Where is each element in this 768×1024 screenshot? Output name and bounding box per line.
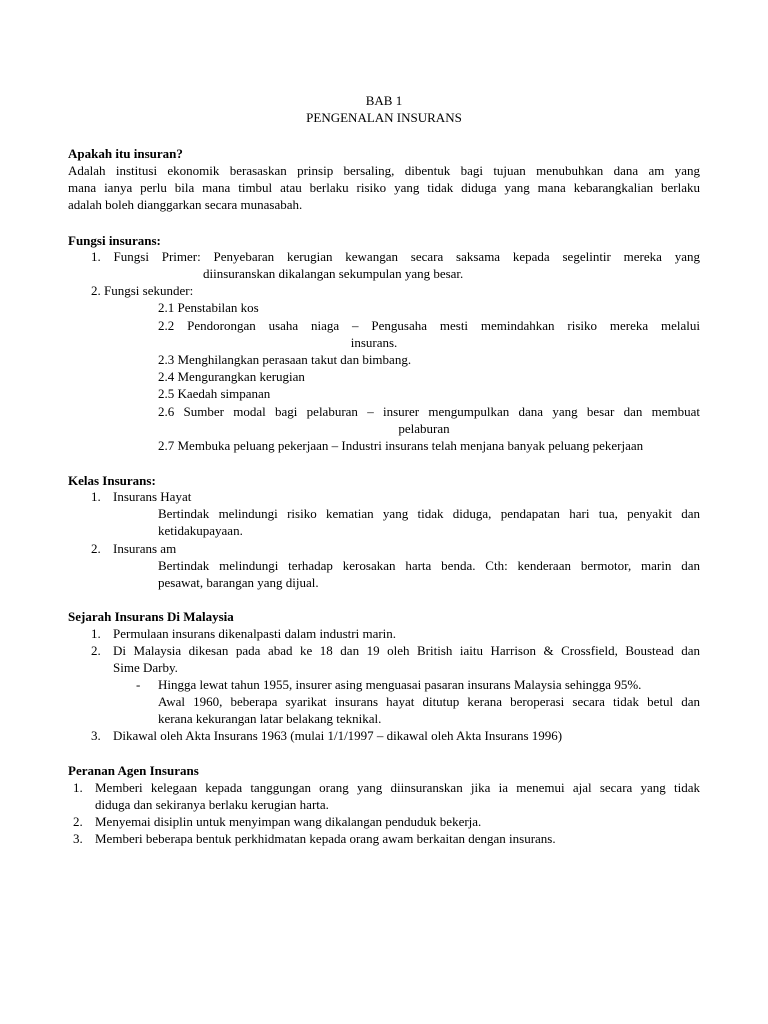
list-item: Memberi beberapa bentuk perkhidmatan kepada orang awam berkaitan dengan insurans.	[95, 831, 556, 846]
list-item-description: ketidakupayaan.	[158, 523, 243, 538]
chapter-title: PENGENALAN INSURANS	[306, 110, 462, 125]
bullet-item: kerana kekurangan latar belakang teknikal.	[158, 711, 382, 726]
sub-list-item: 2.3 Menghilangkan perasaan takut dan bimbang.	[158, 352, 412, 367]
list-item: Dikawal oleh Akta Insurans 1963 (mulai 1/1/1997 – dikawal oleh Akta Insurans 1996)	[113, 728, 563, 743]
sub-list-item-continuation: insurans.	[350, 335, 398, 350]
list-item-description: Bertindak melindungi terhadap kerosakan harta benda. Cth: kenderaan bermotor, marin dan	[158, 558, 700, 573]
bullet-dash: -	[136, 677, 141, 692]
sub-list-item: 2.4 Mengurangkan kerugian	[158, 369, 305, 384]
section-heading-sejarah: Sejarah Insurans Di Malaysia	[68, 609, 234, 624]
list-number: 2.	[73, 814, 83, 829]
list-item-continuation: diduga dan sekiranya berlaku kerugian harta.	[95, 797, 329, 812]
sub-list-item: 2.1 Penstabilan kos	[158, 300, 259, 315]
sub-list-item: 2.2 Pendorongan usaha niaga – Pengusaha mesti memindahkan risiko mereka melalui	[158, 318, 700, 333]
list-number: 1.	[91, 489, 101, 504]
section-heading-peranan: Peranan Agen Insurans	[68, 763, 199, 778]
paragraph-line: mana ianya perlu bila mana timbul atau berlaku risiko yang tidak diduga yang mana kebarangkalian berlaku	[68, 180, 700, 195]
list-number: 3.	[73, 831, 83, 846]
sub-list-item-continuation: pelaburan	[398, 421, 450, 436]
section-heading-apakah: Apakah itu insuran?	[68, 146, 183, 161]
paragraph-line: Adalah institusi ekonomik berasaskan prinsip bersaling, dibentuk bagi tujuan menubuhkan dana am yang	[68, 163, 700, 178]
list-number: 1.	[73, 780, 83, 795]
list-item: 2. Fungsi sekunder:	[91, 283, 194, 298]
list-item-continuation: diinsuranskan dikalangan sekumpulan yang besar.	[203, 266, 464, 281]
list-item-description: pesawat, barangan yang dijual.	[158, 575, 319, 590]
list-item: Permulaan insurans dikenalpasti dalam industri marin.	[113, 626, 397, 641]
list-item: Insurans Hayat	[113, 489, 192, 504]
list-number: 1.	[91, 626, 101, 641]
bullet-item: Hingga lewat tahun 1955, insurer asing menguasai pasaran insurans Malaysia sehingga 95%.	[158, 677, 642, 692]
list-number: 2.	[91, 541, 101, 556]
chapter-number: BAB 1	[365, 93, 403, 108]
sub-list-item: 2.5 Kaedah simpanan	[158, 386, 271, 401]
list-item: Insurans am	[113, 541, 177, 556]
list-item: Memberi kelegaan kepada tanggungan orang yang diinsuranskan jika ia menemui ajal secara yang tidak	[95, 780, 700, 795]
paragraph-line: adalah boleh dianggarkan secara munasabah.	[68, 197, 303, 212]
list-item: Di Malaysia dikesan pada abad ke 18 dan 19 oleh British iaitu Harrison & Crossfield, Boustead dan	[113, 643, 700, 658]
list-number: 3.	[91, 728, 101, 743]
sub-list-item: 2.6 Sumber modal bagi pelaburan – insurer mengumpulkan dana yang besar dan membuat	[158, 404, 700, 419]
section-heading-kelas: Kelas Insurans:	[68, 473, 156, 488]
section-heading-fungsi: Fungsi insurans:	[68, 233, 161, 248]
list-number: 2.	[91, 643, 101, 658]
list-item: 1. Fungsi Primer: Penyebaran kerugian kewangan secara saksama kepada segelintir mereka yang	[91, 249, 700, 264]
bullet-item: Awal 1960, beberapa syarikat insurans hayat ditutup kerana beroperasi secara tidak betul dan	[158, 694, 700, 709]
list-item-description: Bertindak melindungi risiko kematian yang tidak diduga, pendapatan hari tua, penyakit dan	[158, 506, 700, 521]
list-item: Menyemai disiplin untuk menyimpan wang dikalangan penduduk bekerja.	[95, 814, 482, 829]
list-item-continuation: Sime Darby.	[113, 660, 178, 675]
sub-list-item: 2.7 Membuka peluang pekerjaan – Industri insurans telah menjana banyak peluang pekerjaan	[158, 438, 644, 453]
